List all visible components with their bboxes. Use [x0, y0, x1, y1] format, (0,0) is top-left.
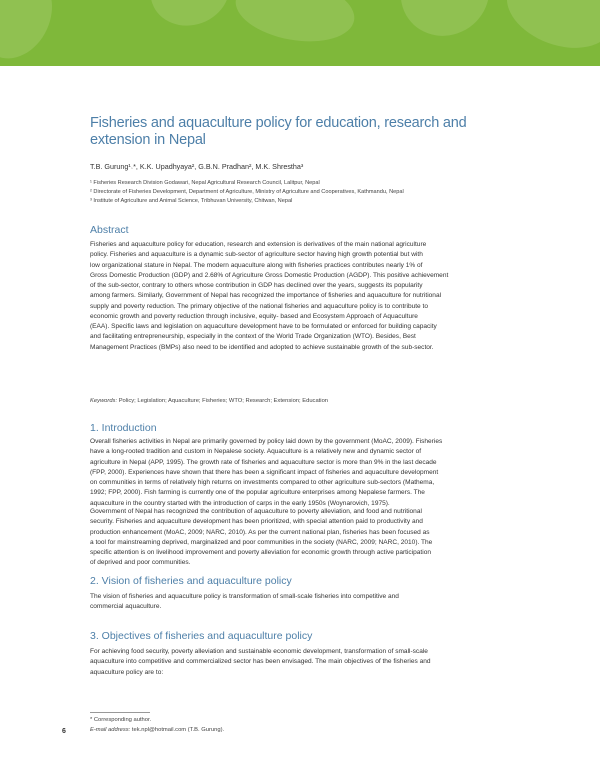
- email-footnote: [90, 727, 224, 733]
- text-line: For achieving food security, poverty alleviation and sustainable economic development, transformation of small-scale: [90, 648, 428, 655]
- section-heading: 3. Objectives of fisheries and aquaculture policy: [90, 630, 313, 642]
- corresponding-author-note: * Corresponding author.: [90, 717, 152, 723]
- affiliation-1: ¹ Fisheries Research Division Godawari, Nepal Agricultural Research Council, Lalitpur, Nepal: [90, 180, 320, 186]
- leaf-decoration: [231, 0, 360, 50]
- text-line: Overall fisheries activities in Nepal are primarily governed by policy laid down by the government (MoAC, 2009). Fisheries: [90, 438, 443, 445]
- text-line: aquaculture policy are to:: [90, 668, 164, 676]
- email-label: E-mail address:: [90, 727, 131, 733]
- section-1-paragraph-2: [90, 507, 514, 569]
- abstract-line: Management Practices (BMPs) also need to be identified and adopted to achieve sustainable growth of the sub-sector.: [90, 343, 434, 351]
- keywords-line: [90, 398, 328, 404]
- text-line: The vision of fisheries and aquaculture policy is transformation of small-scale fisheries into competitive and: [90, 593, 399, 600]
- section-heading: 2. Vision of fisheries and aquaculture policy: [90, 575, 292, 587]
- text-line: a tool for mainstreaming deprived, marginalized and poor communities in the society (NARC, 2009; NARC, 2010). The: [90, 538, 433, 546]
- abstract-line: of the sub-sector, contrary to others whose contribution in GDP has declined over the years, suggests its popularity: [90, 282, 423, 289]
- section-2-paragraph: [90, 592, 514, 613]
- keywords-text: Policy; Legislation; Aquaculture; Fisheries; WTO; Research; Extension; Education: [118, 398, 329, 404]
- abstract-line: supply and poverty reduction. The primary objective of the national fisheries and aquaculture policy is to contribute to: [90, 302, 428, 310]
- abstract-line: policy. Fisheries and aquaculture is a dynamic sub-sector of agriculture sector having high growth potential but with: [90, 251, 423, 259]
- affiliation-3: ³ Institute of Agriculture and Animal Science, Tribhuvan University, Chitwan, Nepal: [90, 198, 293, 204]
- text-line: have a long-rooted tradition and custom in Nepalese society. Aquaculture is a relatively new and dynamic sector of: [90, 448, 422, 456]
- abstract-body: [90, 240, 514, 353]
- text-line: 1992; FPP, 2000). Fish farming is currently one of the popular agriculture enterprises among Nepalese farmers. The: [90, 489, 425, 497]
- email-address: tek.npl@hotmail.com (T.B. Gurung).: [131, 727, 225, 733]
- text-line: security. Fisheries and aquaculture development has been prioritized, with special attention paid to productivity and: [90, 518, 423, 526]
- affiliation-2: ² Directorate of Fisheries Development, Department of Agriculture, Ministry of Agriculture and Cooperatives, Kathmandu, Nepal: [90, 189, 404, 195]
- keywords-label: Keywords:: [90, 398, 118, 404]
- abstract-line: Fisheries and aquaculture policy for education, research and extension is derivatives of the main national agriculture: [90, 241, 427, 248]
- text-line: (FPP, 2000). Experiences have shown that there has been a significant impact of fisheries and aquaculture development: [90, 468, 439, 476]
- text-line: agriculture in Nepal (APP, 1995). The growth rate of fisheries and aquaculture sector is more than 9% in the last decade: [90, 458, 437, 466]
- text-line: Government of Nepal has recognized the contribution of aquaculture to poverty alleviation, and food and nutritional: [90, 508, 422, 515]
- leaf-decoration: [140, 0, 239, 37]
- text-line: aquaculture into competitive and commercialized sector has been envisaged. The main objectives of the fisheries and: [90, 658, 431, 666]
- text-line: aquaculture in the country started with the introduction of carps in the early 1950s (Woynarovich, 1975).: [90, 499, 390, 507]
- header-banner: [0, 0, 600, 66]
- abstract-line: and facilitating entrepreneurship, especially in the context of the World Trade Organization (WTO). Besides, Best: [90, 333, 416, 341]
- abstract-line: Gross Domestic Production (GDP) and 2.68% of Agriculture Gross Domestic Production (AGDP). This positive achievement: [90, 271, 449, 279]
- abstract-line: (EAA). Specific laws and legislation on aquaculture development have to be formulated or enforced for building capacity: [90, 323, 437, 330]
- abstract-line: low organizational stature in Nepal. The modern aquaculture along with fisheries practices contributes nearly 1% of: [90, 261, 423, 269]
- text-line: commercial aquaculture.: [90, 603, 162, 611]
- abstract-line: among farmers. Similarly, Government of Nepal has recognized the importance of fisheries and aquaculture for nutritional: [90, 292, 442, 300]
- page-number: 6: [62, 728, 66, 735]
- section-heading: 1. Introduction: [90, 422, 157, 434]
- footnote-divider: [90, 712, 150, 713]
- section-3-paragraph: [90, 647, 514, 678]
- section-1-paragraph-1: [90, 437, 514, 509]
- text-line: specific attention is on livelihood improvement and poverty alleviation for economic growth through active participation: [90, 549, 431, 556]
- text-line: of deprived and poor communities.: [90, 559, 191, 567]
- text-line: production enhancement (MoAC, 2009; NARC, 2010). As per the current national plan, fisheries has been focused as: [90, 528, 430, 536]
- leaf-decoration: [0, 0, 66, 66]
- leaf-decoration: [496, 0, 600, 62]
- abstract-heading: Abstract: [90, 224, 129, 236]
- abstract-line: economic growth and poverty reduction through inclusive, equity- based and Ecosystem Approach of Aquaculture: [90, 312, 418, 320]
- author-list: T.B. Gurung¹˒*, K.K. Upadhyaya², G.B.N. Pradhan², M.K. Shrestha³: [90, 162, 304, 171]
- leaf-decoration: [384, 0, 506, 53]
- text-line: on communities in terms of relatively high returns on investments compared to other agriculture sub-sectors (Mathema,: [90, 479, 435, 486]
- paper-title: Fisheries and aquaculture policy for education, research and extension in Nepal: [90, 115, 467, 148]
